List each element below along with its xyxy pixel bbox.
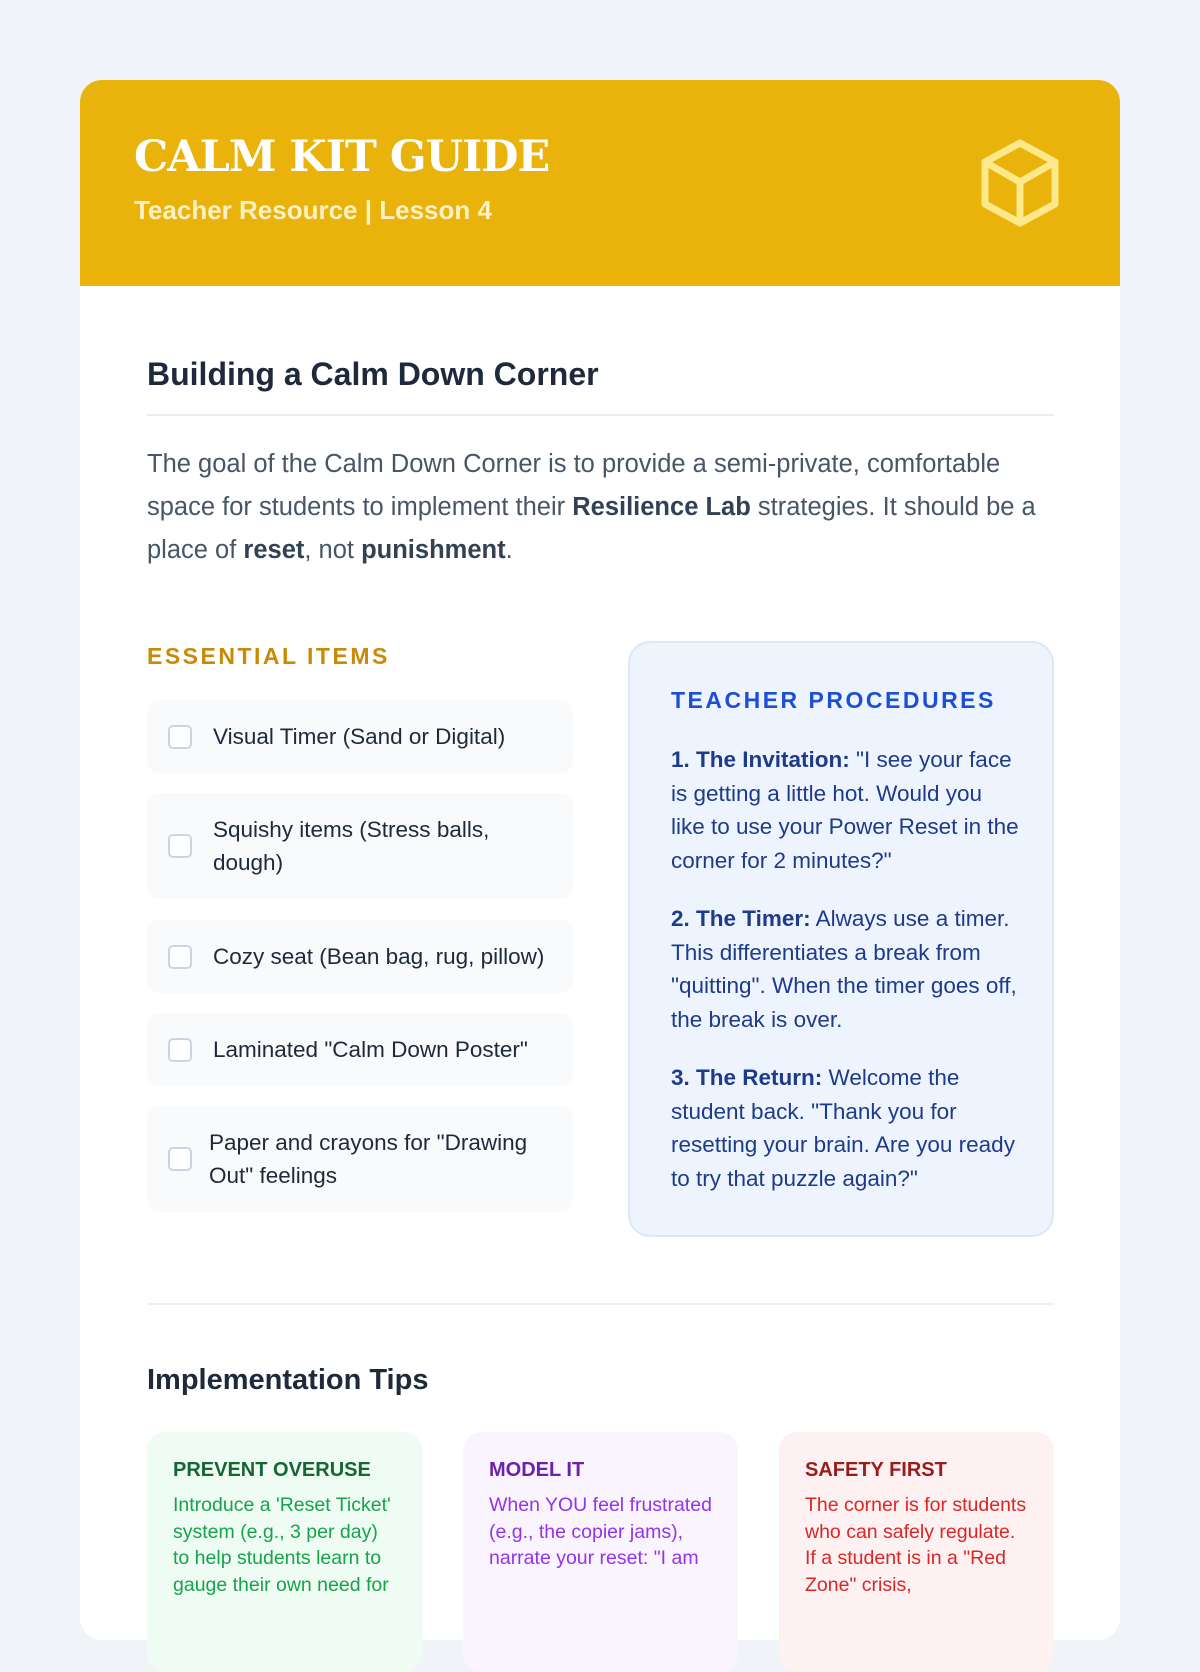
procedure-step-text: Welcome the student back. "Thank you for resetting your brain. Are you ready to try that puzzle again?"	[671, 1065, 1015, 1191]
procedure-step	[671, 902, 1021, 1036]
procedure-step	[671, 743, 1021, 877]
essential-items-heading: ESSENTIAL ITEMS	[147, 643, 390, 669]
cube-icon	[978, 138, 1062, 228]
checkbox[interactable]	[168, 945, 192, 969]
checklist-item[interactable]	[147, 793, 573, 899]
procedure-step-label: 3. The Return:	[671, 1065, 823, 1090]
checklist-item-label: Visual Timer (Sand or Digital)	[213, 724, 506, 749]
tip-body: The corner is for students who can safely regulate. If a student is in a "Red Zone" crisis,	[805, 1494, 1027, 1596]
procedure-step-text: Always use a timer. This differentiates a break from "quitting". When the timer goes off, the break is over.	[671, 906, 1017, 1032]
tip-card-prevent-overuse	[147, 1432, 422, 1672]
intro-text: .	[505, 536, 513, 564]
checklist-item-label: Laminated "Calm Down Poster"	[213, 1037, 528, 1062]
checklist-item[interactable]	[147, 700, 573, 773]
section-divider	[147, 414, 1054, 416]
intro-emphasis: Resilience Lab	[572, 493, 751, 521]
checklist-item[interactable]	[147, 1013, 573, 1086]
section-title: Building a Calm Down Corner	[147, 356, 599, 392]
section-divider	[147, 1303, 1054, 1305]
intro-emphasis: punishment	[361, 536, 506, 564]
tip-card-model-it	[463, 1432, 738, 1672]
checkbox[interactable]	[168, 1147, 192, 1171]
procedure-step-label: 1. The Invitation:	[671, 747, 850, 772]
tip-body: Introduce a 'Reset Ticket' system (e.g., 3 per day) to help students learn to gauge their own need for	[173, 1494, 391, 1596]
checklist-item-label: Squishy items (Stress balls, dough)	[213, 817, 490, 875]
teacher-procedures-heading: TEACHER PROCEDURES	[671, 687, 996, 713]
teacher-procedures-panel	[628, 641, 1054, 1237]
intro-emphasis: reset	[243, 536, 305, 564]
tip-heading: MODEL IT	[489, 1459, 585, 1481]
tip-heading: SAFETY FIRST	[805, 1459, 947, 1481]
tip-heading: PREVENT OVERUSE	[173, 1459, 371, 1481]
implementation-tips-title: Implementation Tips	[147, 1364, 429, 1396]
procedure-step-text: "I see your face is getting a little hot. Would you like to use your Power Reset in the corner for 2 minutes?"	[671, 747, 1019, 873]
intro-text: The goal of the Calm Down Corner is to provide a semi-private, comfortable space for students to implement their	[147, 450, 1001, 521]
page-title: CALM KIT GUIDE	[134, 132, 550, 182]
checkbox[interactable]	[168, 1038, 192, 1062]
checklist-item[interactable]	[147, 920, 573, 993]
checkbox[interactable]	[168, 834, 192, 858]
page-header	[80, 80, 1120, 286]
checklist-item-label: Cozy seat (Bean bag, rug, pillow)	[213, 944, 545, 969]
procedure-step-label: 2. The Timer:	[671, 906, 811, 931]
intro-paragraph	[147, 443, 1054, 572]
tip-card-safety-first	[779, 1432, 1054, 1672]
checklist-item-label: Paper and crayons for "Drawing Out" feelings	[209, 1130, 528, 1188]
procedure-step	[671, 1061, 1021, 1195]
checkbox[interactable]	[168, 725, 192, 749]
intro-text: strategies. It should be a place of	[147, 493, 1036, 564]
intro-text: , not	[304, 536, 362, 564]
checklist-item[interactable]	[147, 1106, 573, 1212]
page-subtitle: Teacher Resource | Lesson 4	[134, 195, 492, 225]
tip-body: When YOU feel frustrated (e.g., the copier jams), narrate your reset: "I am	[489, 1494, 712, 1569]
